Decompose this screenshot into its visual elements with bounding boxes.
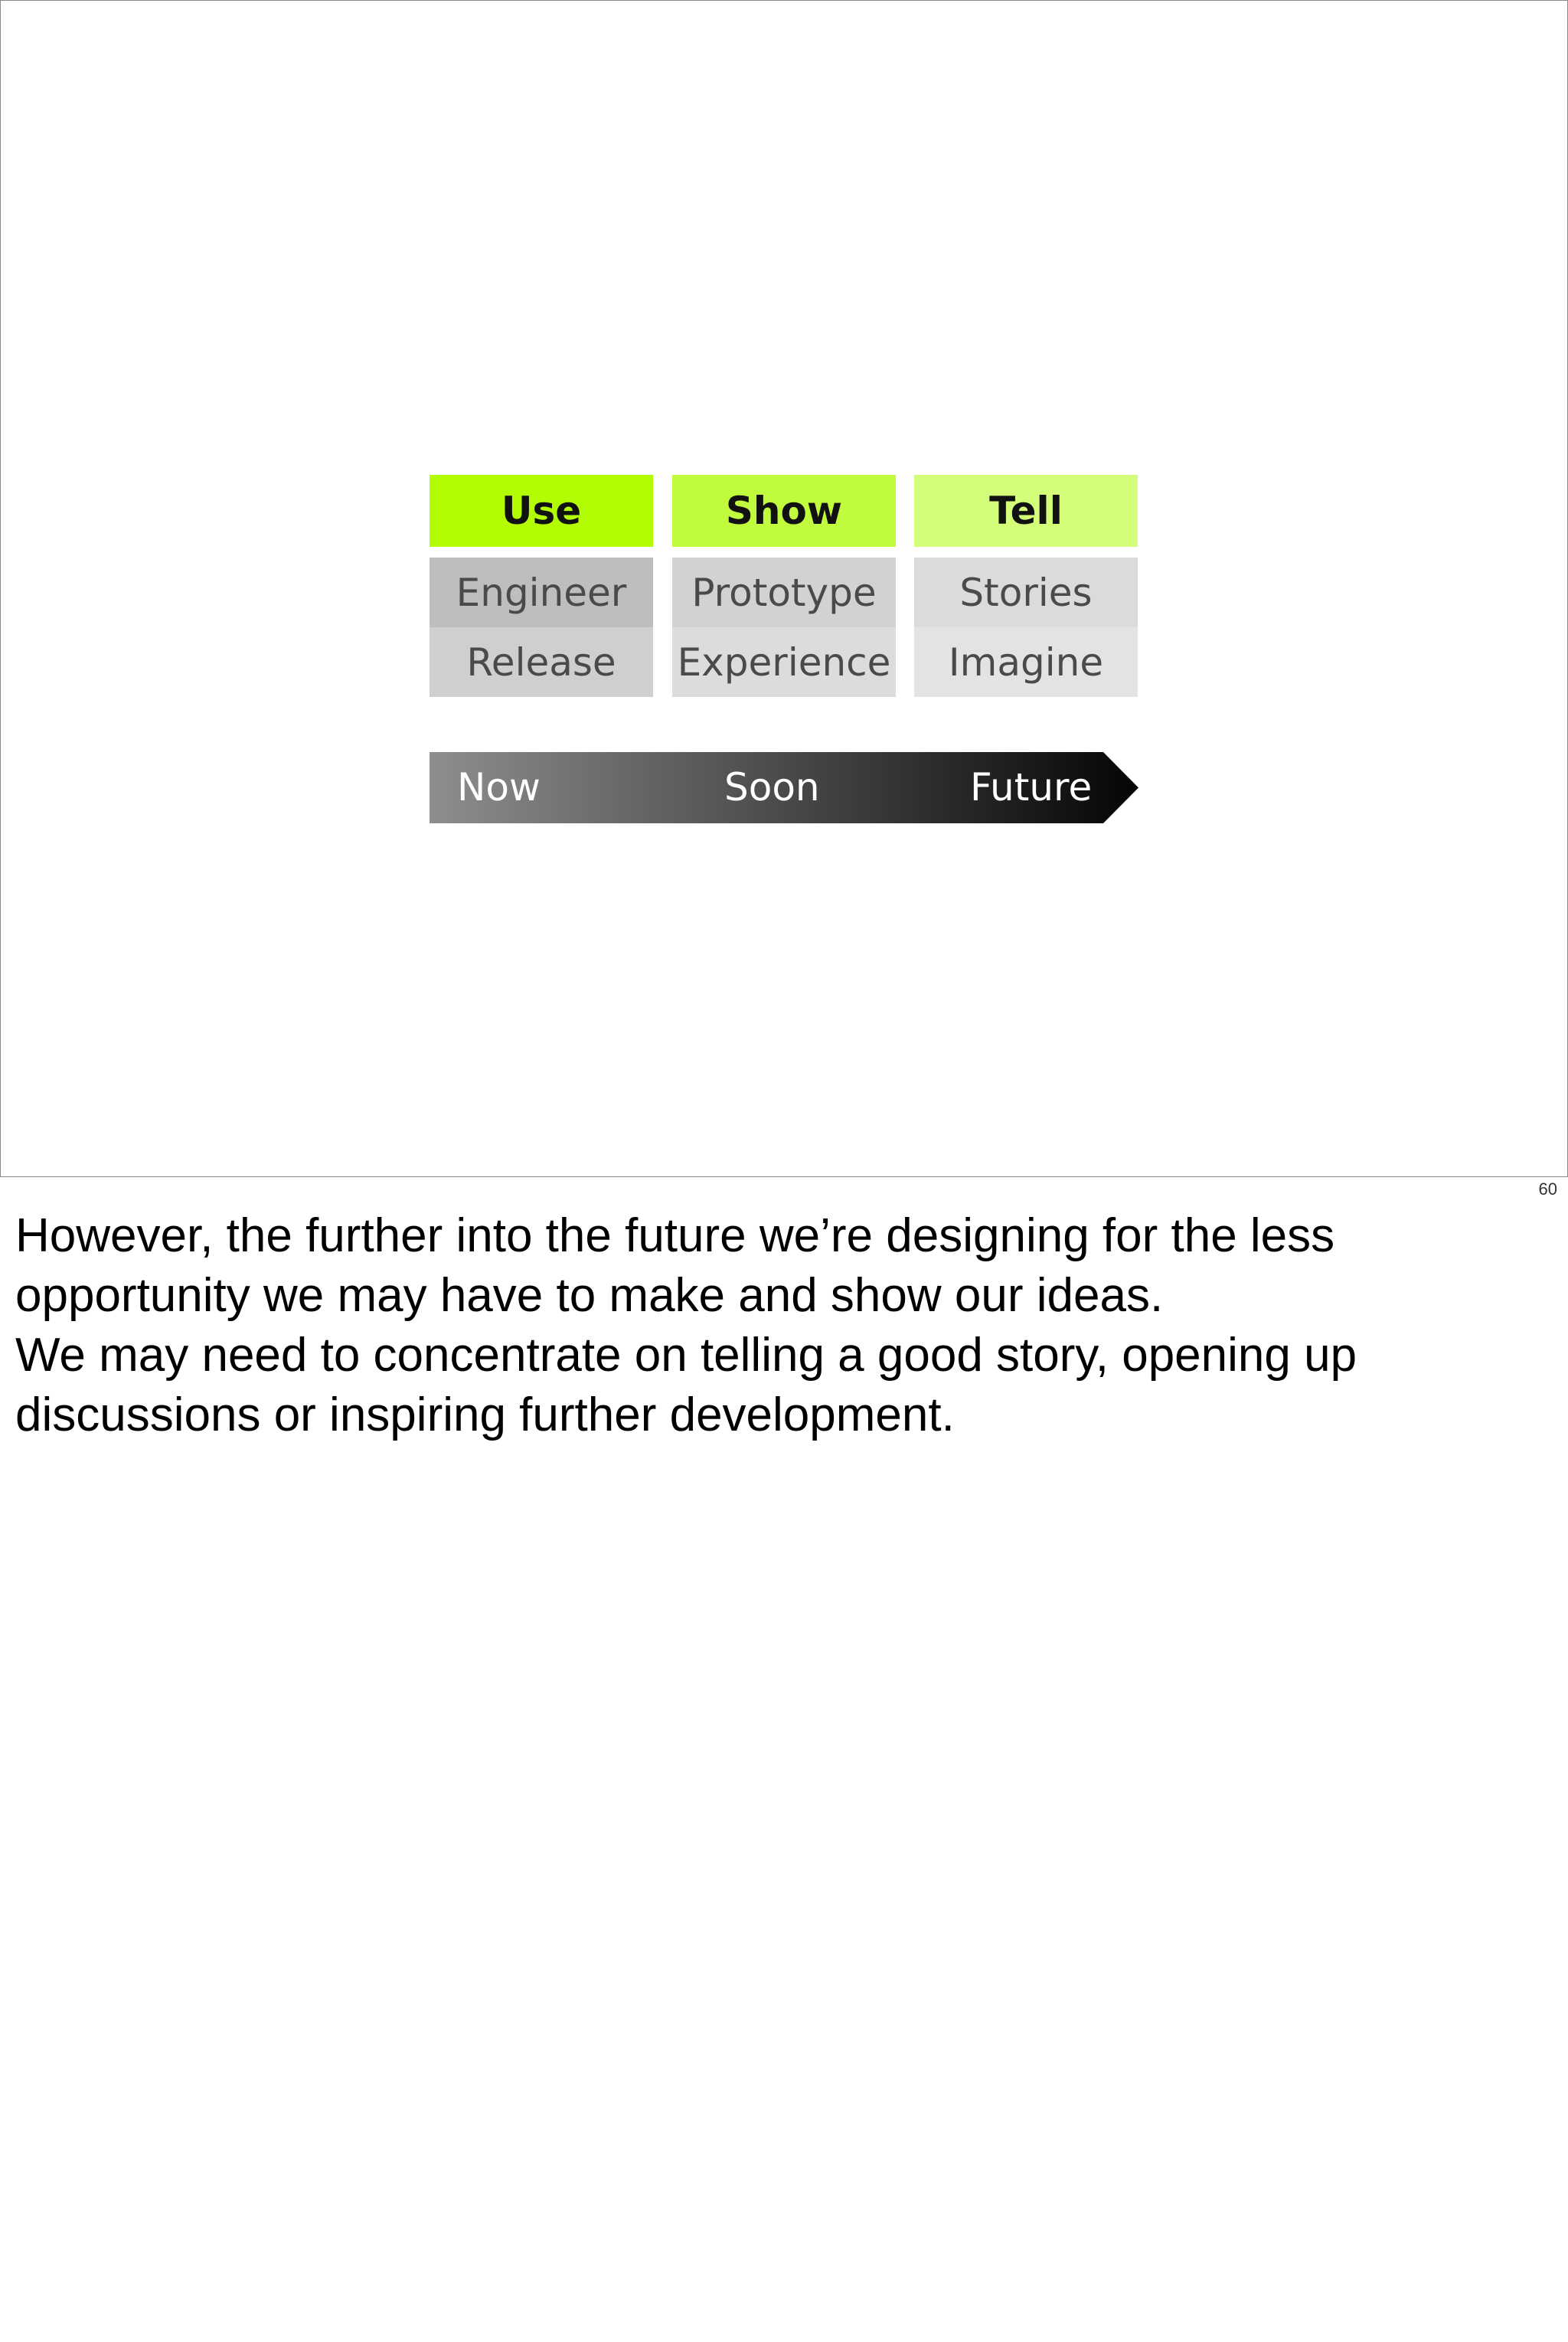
column-use-row-release: Release (430, 627, 653, 697)
notes-paragraph: We may need to concentrate on telling a good story, opening up discussions or inspiring further development. (15, 1329, 1357, 1441)
column-tell-row-imagine: Imagine (914, 627, 1138, 697)
column-header-show: Show (672, 475, 896, 547)
column-header-use: Use (430, 475, 653, 547)
speaker-notes (15, 1206, 1547, 1445)
column-use-row-engineer: Engineer (430, 558, 653, 627)
column-header-tell: Tell (914, 475, 1138, 547)
page-number: 60 (1538, 1179, 1557, 1199)
column-show (672, 475, 896, 697)
column-show-row-prototype: Prototype (672, 558, 896, 627)
column-use (430, 475, 653, 697)
timeline-label-soon: Soon (724, 765, 820, 810)
column-tell (914, 475, 1138, 697)
notes-paragraph: However, the further into the future we’re designing for the less opportunity we may have to make and show our ideas. (15, 1209, 1335, 1322)
column-tell-row-stories: Stories (914, 558, 1138, 627)
column-show-row-experience: Experience (672, 627, 896, 697)
timeline-label-future: Future (970, 765, 1093, 810)
timeline-label-now: Now (457, 765, 541, 810)
timeline-arrow (430, 752, 1138, 823)
